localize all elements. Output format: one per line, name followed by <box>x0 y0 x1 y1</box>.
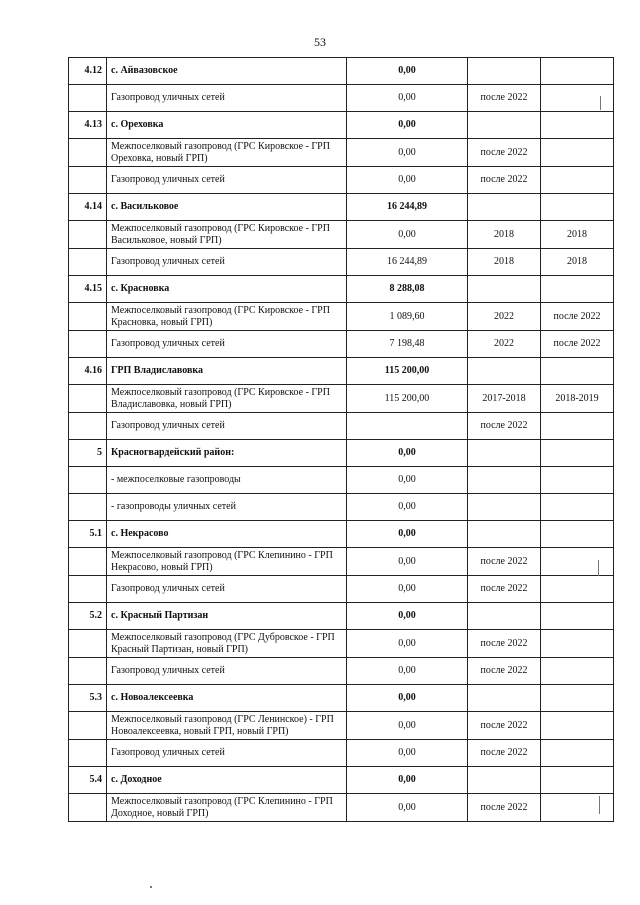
row-year-end <box>541 576 614 603</box>
row-value: 1 089,60 <box>347 303 468 331</box>
table-row <box>69 740 614 767</box>
row-name: Газопровод уличных сетей <box>107 658 347 685</box>
row-year-end <box>541 358 614 385</box>
row-year-start <box>468 521 541 548</box>
table-row <box>69 712 614 740</box>
row-year-end: 2018-2019 <box>541 385 614 413</box>
row-year-start: после 2022 <box>468 712 541 740</box>
row-number: 4.14 <box>69 194 107 221</box>
row-number: 5.4 <box>69 767 107 794</box>
row-number: 4.13 <box>69 112 107 139</box>
row-name: Межпоселковый газопровод (ГРС Клепинино - ГРП Доходное, новый ГРП) <box>107 794 347 822</box>
row-number <box>69 740 107 767</box>
row-year-end <box>541 767 614 794</box>
row-name: Газопровод уличных сетей <box>107 576 347 603</box>
row-year-end: после 2022 <box>541 303 614 331</box>
row-value: 0,00 <box>347 685 468 712</box>
row-year-end <box>541 630 614 658</box>
table-row <box>69 630 614 658</box>
row-name: Газопровод уличных сетей <box>107 249 347 276</box>
table-row <box>69 385 614 413</box>
row-number <box>69 303 107 331</box>
table-row <box>69 440 614 467</box>
row-year-end <box>541 740 614 767</box>
row-year-end <box>541 794 614 822</box>
row-year-end <box>541 85 614 112</box>
row-number <box>69 576 107 603</box>
row-number <box>69 249 107 276</box>
row-name: Межпоселковый газопровод (ГРС Кировское - ГРП Ореховка, новый ГРП) <box>107 139 347 167</box>
row-name: Межпоселковый газопровод (ГРС Кировское - ГРП Васильковое, новый ГРП) <box>107 221 347 249</box>
row-number <box>69 494 107 521</box>
row-year-start: после 2022 <box>468 413 541 440</box>
row-value: 0,00 <box>347 221 468 249</box>
row-name: Газопровод уличных сетей <box>107 740 347 767</box>
table-row <box>69 112 614 139</box>
table-row <box>69 194 614 221</box>
row-year-start <box>468 467 541 494</box>
row-name: ГРП Владиславовка <box>107 358 347 385</box>
table-row <box>69 494 614 521</box>
row-year-start <box>468 358 541 385</box>
row-year-start: 2018 <box>468 249 541 276</box>
row-year-start <box>468 194 541 221</box>
row-year-start <box>468 767 541 794</box>
row-year-start: после 2022 <box>468 139 541 167</box>
row-value: 0,00 <box>347 767 468 794</box>
row-value: 0,00 <box>347 467 468 494</box>
row-year-start: 2018 <box>468 221 541 249</box>
table-row <box>69 685 614 712</box>
row-year-start: после 2022 <box>468 740 541 767</box>
row-name: Межпоселковый газопровод (ГРС Ленинское) - ГРП Новоалексеевка, новый ГРП, новый ГРП) <box>107 712 347 740</box>
table-row <box>69 467 614 494</box>
row-year-start: после 2022 <box>468 794 541 822</box>
row-name: Красногвардейский район: <box>107 440 347 467</box>
row-value: 0,00 <box>347 794 468 822</box>
row-year-end <box>541 139 614 167</box>
row-year-start: 2022 <box>468 331 541 358</box>
row-year-start: после 2022 <box>468 85 541 112</box>
row-name: Газопровод уличных сетей <box>107 331 347 358</box>
row-year-end <box>541 413 614 440</box>
row-name: с. Доходное <box>107 767 347 794</box>
table-row <box>69 603 614 630</box>
row-name: - газопроводы уличных сетей <box>107 494 347 521</box>
row-number <box>69 167 107 194</box>
row-number: 5.3 <box>69 685 107 712</box>
row-year-end <box>541 494 614 521</box>
row-year-start <box>468 494 541 521</box>
row-year-start: после 2022 <box>468 167 541 194</box>
row-year-start <box>468 603 541 630</box>
row-value: 0,00 <box>347 494 468 521</box>
row-name: с. Красный Партизан <box>107 603 347 630</box>
table-row <box>69 413 614 440</box>
row-year-end <box>541 112 614 139</box>
row-value: 0,00 <box>347 712 468 740</box>
row-value: 115 200,00 <box>347 385 468 413</box>
row-value: 0,00 <box>347 576 468 603</box>
row-year-end <box>541 685 614 712</box>
table-row <box>69 548 614 576</box>
table-row <box>69 167 614 194</box>
row-year-end <box>541 440 614 467</box>
row-number <box>69 467 107 494</box>
row-name: с. Новоалексеевка <box>107 685 347 712</box>
row-year-end <box>541 712 614 740</box>
table-body <box>69 58 614 822</box>
table-row <box>69 139 614 167</box>
row-name: Газопровод уличных сетей <box>107 85 347 112</box>
row-number <box>69 548 107 576</box>
gas-pipeline-table <box>68 57 614 822</box>
row-number <box>69 630 107 658</box>
scan-mark <box>599 796 600 814</box>
row-value: 0,00 <box>347 85 468 112</box>
row-number: 5 <box>69 440 107 467</box>
row-year-end: 2018 <box>541 221 614 249</box>
table-row <box>69 576 614 603</box>
row-value: 0,00 <box>347 167 468 194</box>
row-name: с. Ореховка <box>107 112 347 139</box>
row-number <box>69 221 107 249</box>
row-value: 0,00 <box>347 139 468 167</box>
row-number <box>69 331 107 358</box>
row-year-start <box>468 112 541 139</box>
row-value: 0,00 <box>347 740 468 767</box>
table-row <box>69 303 614 331</box>
row-year-start: 2022 <box>468 303 541 331</box>
row-number: 4.16 <box>69 358 107 385</box>
row-name: с. Айвазовское <box>107 58 347 85</box>
row-year-start: после 2022 <box>468 576 541 603</box>
row-name: с. Некрасово <box>107 521 347 548</box>
row-year-end <box>541 658 614 685</box>
row-value: 8 288,08 <box>347 276 468 303</box>
row-year-end <box>541 194 614 221</box>
row-year-start <box>468 58 541 85</box>
table-row <box>69 331 614 358</box>
row-value: 7 198,48 <box>347 331 468 358</box>
scan-mark <box>150 886 152 888</box>
table-row <box>69 794 614 822</box>
row-year-start: после 2022 <box>468 630 541 658</box>
row-name: Газопровод уличных сетей <box>107 413 347 440</box>
row-value: 0,00 <box>347 58 468 85</box>
row-year-end <box>541 603 614 630</box>
row-year-end <box>541 548 614 576</box>
row-year-start: после 2022 <box>468 548 541 576</box>
row-number <box>69 385 107 413</box>
table-row <box>69 358 614 385</box>
row-value: 0,00 <box>347 658 468 685</box>
table-row <box>69 767 614 794</box>
table-row <box>69 58 614 85</box>
row-number: 4.15 <box>69 276 107 303</box>
row-value: 16 244,89 <box>347 194 468 221</box>
scan-mark <box>598 560 599 576</box>
row-value: 115 200,00 <box>347 358 468 385</box>
row-number <box>69 139 107 167</box>
row-year-end <box>541 467 614 494</box>
row-value: 0,00 <box>347 112 468 139</box>
row-number: 5.2 <box>69 603 107 630</box>
row-year-start: после 2022 <box>468 658 541 685</box>
row-value: 0,00 <box>347 440 468 467</box>
row-year-start <box>468 440 541 467</box>
row-number <box>69 85 107 112</box>
table-row <box>69 221 614 249</box>
row-name: Межпоселковый газопровод (ГРС Кировское - ГРП Владиславовка, новый ГРП) <box>107 385 347 413</box>
row-number: 4.12 <box>69 58 107 85</box>
row-value: 0,00 <box>347 521 468 548</box>
table-row <box>69 276 614 303</box>
table-row <box>69 85 614 112</box>
row-number <box>69 658 107 685</box>
row-value: 0,00 <box>347 603 468 630</box>
row-year-end <box>541 167 614 194</box>
row-year-end <box>541 276 614 303</box>
row-year-start <box>468 276 541 303</box>
row-year-end: 2018 <box>541 249 614 276</box>
table-row <box>69 249 614 276</box>
row-number: 5.1 <box>69 521 107 548</box>
table-row <box>69 658 614 685</box>
row-year-end <box>541 521 614 548</box>
row-value: 0,00 <box>347 548 468 576</box>
row-name: Межпоселковый газопровод (ГРС Клепинино - ГРП Некрасово, новый ГРП) <box>107 548 347 576</box>
row-year-start: 2017-2018 <box>468 385 541 413</box>
row-number <box>69 712 107 740</box>
row-name: Газопровод уличных сетей <box>107 167 347 194</box>
row-value: 0,00 <box>347 630 468 658</box>
row-name: Межпоселковый газопровод (ГРС Кировское - ГРП Красновка, новый ГРП) <box>107 303 347 331</box>
scan-mark <box>600 96 601 110</box>
row-year-start <box>468 685 541 712</box>
row-name: - межпоселковые газопроводы <box>107 467 347 494</box>
row-number <box>69 413 107 440</box>
row-name: Межпоселковый газопровод (ГРС Дубровское - ГРП Красный Партизан, новый ГРП) <box>107 630 347 658</box>
row-value: 16 244,89 <box>347 249 468 276</box>
page-number: 53 <box>314 35 326 49</box>
row-name: с. Красновка <box>107 276 347 303</box>
row-name: с. Васильковое <box>107 194 347 221</box>
row-number <box>69 794 107 822</box>
row-value <box>347 413 468 440</box>
row-year-end <box>541 58 614 85</box>
table-row <box>69 521 614 548</box>
row-year-end: после 2022 <box>541 331 614 358</box>
